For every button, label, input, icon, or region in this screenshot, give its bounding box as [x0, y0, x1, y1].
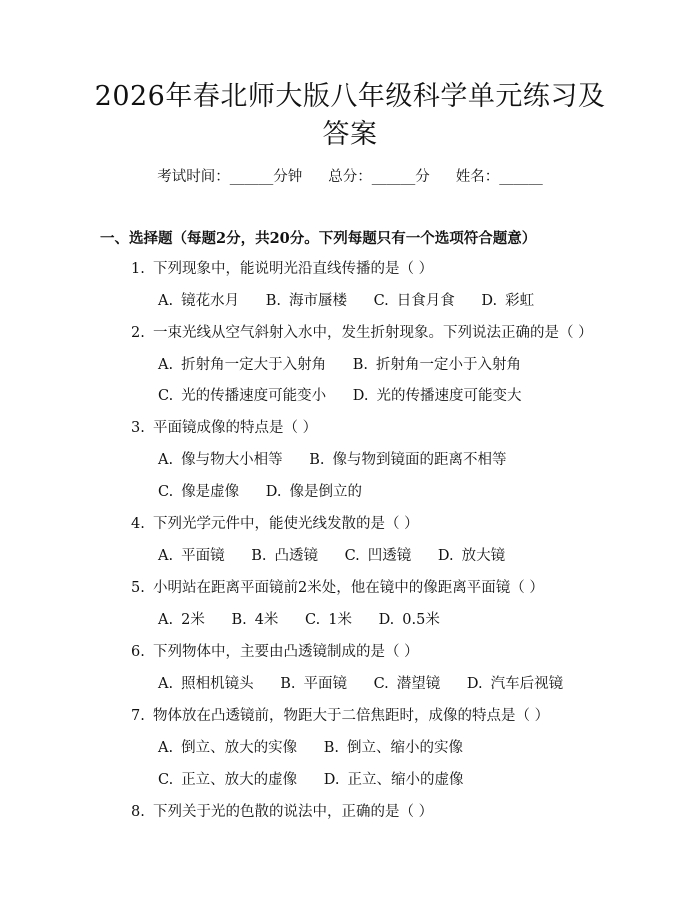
option-d — [266, 481, 362, 503]
option-label: D. — [378, 612, 395, 628]
option-text: 凸透镜 — [274, 548, 318, 564]
question-4 — [131, 513, 419, 535]
option-text: 像与物大小相等 — [181, 452, 283, 468]
option-label: C. — [305, 612, 321, 628]
question-text: 下列关于光的色散的说法中，正确的是（ ） — [153, 804, 434, 820]
option-label: B. — [280, 676, 296, 692]
option-text: 4米 — [254, 612, 279, 628]
option-a — [158, 290, 239, 312]
options-row — [158, 354, 543, 376]
option-a — [158, 545, 225, 567]
exam-meta-line — [0, 166, 700, 188]
option-c — [374, 673, 441, 695]
options-row — [158, 769, 486, 791]
question-3 — [131, 417, 317, 439]
option-b — [324, 737, 463, 759]
option-text: 1米 — [328, 612, 352, 628]
options-row — [158, 290, 556, 312]
option-a — [158, 609, 205, 631]
option-label: B. — [323, 740, 339, 756]
question-number: 8. — [131, 804, 145, 820]
option-text: 镜花水月 — [181, 293, 240, 309]
option-d — [353, 385, 522, 407]
option-text: 正立、放大的虚像 — [181, 772, 298, 788]
option-b — [280, 673, 347, 695]
question-text: 下列现象中，能说明光沿直线传播的是（ ） — [153, 261, 434, 277]
options-row — [158, 481, 384, 503]
option-c — [158, 385, 326, 407]
options-row — [158, 609, 462, 631]
question-number: 6. — [131, 644, 145, 660]
option-a — [158, 673, 254, 695]
option-label: D. — [352, 388, 369, 404]
question-text: 平面镜成像的特点是（ ） — [153, 420, 318, 436]
question-8 — [131, 801, 433, 823]
question-1 — [131, 258, 433, 280]
question-number: 7. — [131, 708, 145, 724]
option-text: 光的传播速度可能变大 — [376, 388, 522, 404]
option-d — [481, 290, 534, 312]
option-text: 照相机镜头 — [181, 676, 254, 692]
option-text: 平面镜 — [181, 548, 225, 564]
option-text: 凹透镜 — [367, 548, 412, 564]
option-text: 折射角一定小于入射角 — [375, 357, 521, 373]
option-label: A. — [158, 612, 174, 628]
question-text: 下列光学元件中，能使光线发散的是（ ） — [153, 516, 419, 532]
section-heading: 一、选择题（每题2分，共20分。下列每题只有一个选项符合题意） — [100, 230, 537, 247]
option-c — [305, 609, 352, 631]
option-b — [266, 290, 347, 312]
option-label: A. — [158, 452, 174, 468]
option-label: A. — [158, 293, 174, 309]
option-d — [324, 769, 464, 791]
option-text: 正立、缩小的虚像 — [347, 772, 464, 788]
question-number: 3. — [131, 420, 145, 436]
option-text: 倒立、放大的实像 — [181, 740, 298, 756]
question-7 — [131, 705, 549, 727]
question-2 — [131, 322, 593, 344]
option-text: 2米 — [181, 612, 205, 628]
options-row — [158, 385, 544, 407]
option-label: A. — [158, 357, 174, 373]
option-a — [158, 737, 297, 759]
option-label: A. — [158, 548, 174, 564]
question-5 — [131, 577, 544, 599]
exam-time-field: 考试时间：______分钟 — [157, 169, 303, 185]
option-label: D. — [265, 484, 282, 500]
option-text: 放大镜 — [461, 548, 506, 564]
option-label: D. — [466, 676, 483, 692]
option-text: 像与物到镜面的距离不相等 — [332, 452, 507, 468]
question-6 — [131, 641, 419, 663]
options-row — [158, 673, 585, 695]
option-label: C. — [158, 388, 174, 404]
option-d — [379, 609, 440, 631]
total-score-field: 总分：______分 — [328, 169, 430, 185]
option-b — [231, 609, 278, 631]
option-text: 倒立、缩小的实像 — [346, 740, 463, 756]
options-row — [158, 737, 485, 759]
option-d — [467, 673, 563, 695]
question-number: 1. — [131, 261, 145, 277]
option-c — [345, 545, 412, 567]
option-text: 彩虹 — [505, 293, 535, 309]
option-label: B. — [352, 357, 368, 373]
option-label: B. — [265, 293, 281, 309]
option-text: 汽车后视镜 — [490, 676, 564, 692]
option-label: D. — [481, 293, 498, 309]
option-text: 折射角一定大于入射角 — [181, 357, 327, 373]
question-number: 2. — [131, 325, 145, 341]
option-text: 潜望镜 — [396, 676, 441, 692]
option-text: 平面镜 — [303, 676, 347, 692]
option-label: B. — [231, 612, 247, 628]
document-title: 2026年春北师大版八年级科学单元练习及答案 — [94, 81, 606, 150]
option-label: D. — [323, 772, 340, 788]
option-c — [374, 290, 455, 312]
option-label: D. — [437, 548, 454, 564]
option-text: 像是倒立的 — [289, 484, 363, 500]
option-a — [158, 354, 326, 376]
option-label: C. — [158, 484, 174, 500]
option-label: B. — [309, 452, 325, 468]
option-d — [438, 545, 505, 567]
option-text: 0.5米 — [402, 612, 440, 628]
option-label: B. — [251, 548, 267, 564]
question-text: 下列物体中，主要由凸透镜制成的是（ ） — [153, 644, 419, 660]
option-a — [158, 449, 283, 471]
option-label: C. — [158, 772, 174, 788]
option-label: C. — [373, 676, 389, 692]
option-text: 像是虚像 — [181, 484, 240, 500]
option-c — [158, 769, 297, 791]
question-text: 物体放在凸透镜前，物距大于二倍焦距时，成像的特点是（ ） — [153, 708, 550, 724]
options-row — [158, 545, 527, 567]
option-label: C. — [373, 293, 389, 309]
option-b — [353, 354, 521, 376]
option-label: A. — [158, 740, 174, 756]
option-label: C. — [344, 548, 360, 564]
option-b — [309, 449, 506, 471]
question-number: 4. — [131, 516, 145, 532]
question-text: 小明站在距离平面镜前2米处，他在镜中的像距离平面镜（ ） — [153, 580, 544, 596]
options-row — [158, 449, 528, 471]
student-name-field: 姓名：______ — [455, 169, 543, 185]
question-number: 5. — [131, 580, 145, 596]
option-text: 海市蜃楼 — [288, 293, 347, 309]
option-b — [251, 545, 318, 567]
option-c — [158, 481, 239, 503]
option-label: A. — [158, 676, 174, 692]
question-text: 一束光线从空气斜射入水中，发生折射现象。下列说法正确的是（ ） — [153, 325, 593, 341]
option-text: 日食月食 — [396, 293, 455, 309]
option-text: 光的传播速度可能变小 — [181, 388, 327, 404]
